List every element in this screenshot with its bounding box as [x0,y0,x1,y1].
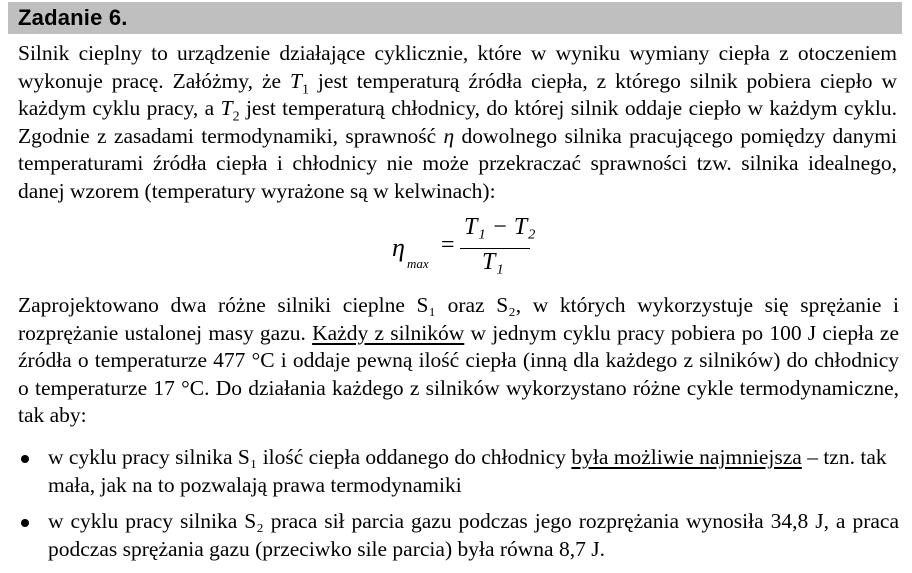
design-text-2: w jednym cyklu pracy pobiera po 100 J ciepła ze źródła o temperaturze 477 °C i oddaje pewną ilość ciepła (inną dla każdego z silników) do chłodnicy o temperaturze 17 °C. Do działania każdego z silników wykorzystano różne cykle termodynamiczne, tak aby: [18,320,900,427]
condition-2-text: w cyklu pracy silnika S₂ praca sił parcia gazu podczas jego rozprężania wynosiła 34,8 J, a praca podczas sprężania gazu (przeciwko sile parcia) była równa 8,7 J. [48,509,899,561]
efficiency-formula [380,216,560,282]
formula-equals: = [441,232,455,258]
intro-text-4: dowolnego silnika pracującego pomiędzy danymi temperaturami źródła ciepła i chłodnicy nie może przekraczać sprawności tzw. silnika idealnego, danej wzorem (temperatury wyrażone są w kelwinach): [18,123,897,203]
condition-1-text-1: w cyklu pracy silnika S₁ ilość ciepła oddanego do chłodnicy [48,445,572,469]
formula-eta: η [392,233,405,262]
intro-text-1: Silnik cieplny to urządzenie działające cyklicznie, które w wyniku wymiany ciepła z otoczeniem wykonuje pracę. Załóżmy, że [18,41,897,93]
bullet-dot [21,455,29,463]
t2-index: 2 [232,109,240,125]
intro-paragraph [18,40,897,205]
task-title-bar [8,2,902,34]
eta-symbol: η [443,123,455,148]
intro-text-3: jest temperaturą chłodnicy, do której silnik oddaje ciepło w każdym cyklu. Zgodnie z zasadami termodynamiki, sprawność [18,96,897,148]
list-item [18,444,899,499]
condition-1-text-2: – tzn. tak mała, jak na to pozwalają prawa termodynamiki [48,445,887,497]
formula-eta-subscript: max [407,256,429,271]
design-paragraph [18,292,899,430]
formula-numerator: T₁ − T₂ [464,214,536,240]
formula-denominator: T₁ [482,249,504,275]
design-underlined: Każdy z silników [312,320,465,345]
condition-1-underlined: była możliwie najmniejsza [571,445,802,469]
intro-text-2: jest temperaturą źródła ciepła, z którego silnik pobiera ciepło w każdym cyklu pracy, a [18,68,898,120]
t1-index: 1 [301,81,309,97]
design-text-1: Zaprojektowano dwa różne silniki cieplne S₁ oraz S₂, w których wykorzystuje się sprężanie i rozprężanie ustalonej masy gazu. [18,293,899,345]
bullet-dot [21,519,29,527]
list-item [18,508,899,563]
conditions-list [18,444,902,563]
t1-symbol: T [290,68,302,93]
t2-symbol: T [220,96,233,120]
task-title: Zadanie 6. [18,5,128,30]
